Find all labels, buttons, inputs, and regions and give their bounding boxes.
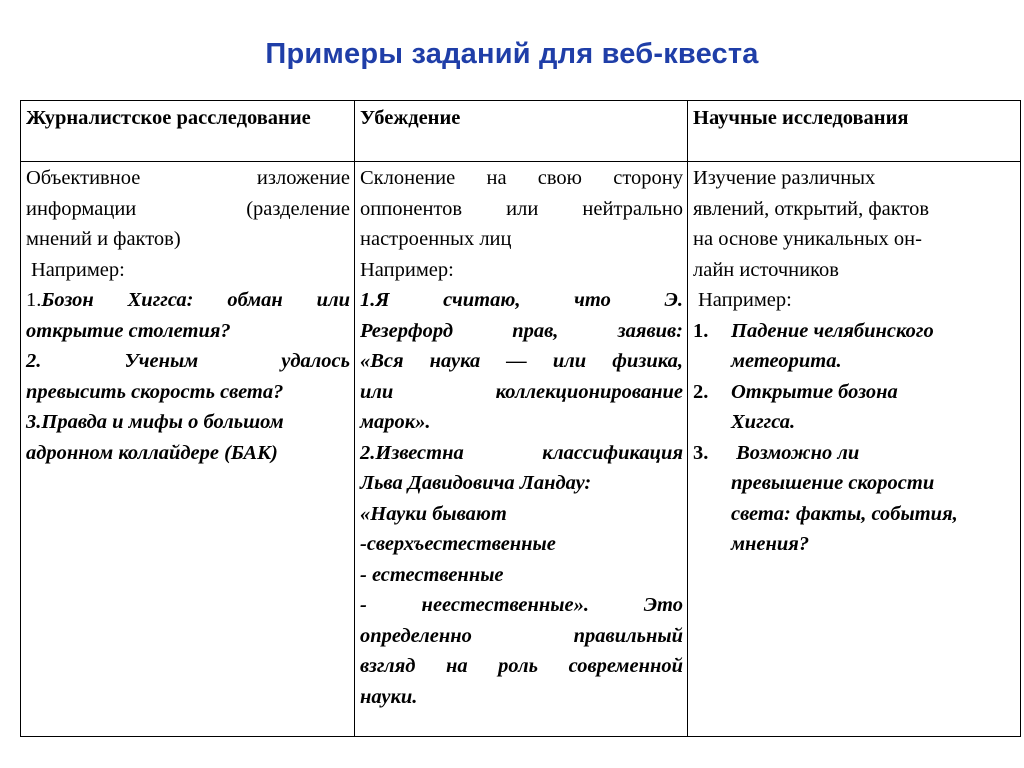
list-item-number: 3. [693, 441, 709, 464]
page-title: Примеры заданий для веб-квеста [265, 38, 759, 70]
table-header-row [21, 101, 1021, 162]
col2-quote2-line9: науки. [360, 685, 418, 708]
col2-quote2-line1: 2.Известна классификация [360, 441, 683, 464]
list-item-line: Возможно ли [731, 441, 860, 464]
list-item [693, 316, 1016, 377]
col2-quote1-line4: или коллекционирование [360, 380, 683, 403]
col2-example-label: Например: [360, 258, 454, 281]
list-item-line: превышение скорости [731, 472, 935, 494]
list-item [693, 377, 1016, 438]
col2-quote1-line3: «Вся наука — или физика, [360, 350, 683, 372]
col3-intro-line3: на основе уникальных он- [693, 228, 922, 250]
list-item-line: Хиггса. [731, 411, 796, 433]
list-item-line: Падение челябинского [731, 319, 934, 342]
examples-table [20, 100, 1021, 737]
col1-intro-line1: Объективное изложение [26, 167, 350, 189]
col1-intro-line2: информации (разделение [26, 197, 350, 220]
col2-quote2-line5: - естественные [360, 563, 504, 586]
col3-intro-line2: явлений, открытий, фактов [693, 197, 930, 220]
col1-item2-line2: превысить скорость света? [26, 380, 284, 403]
header-persuasion: Убеждение [355, 101, 688, 162]
col3-intro-line4: лайн источников [693, 258, 839, 281]
header-research: Научные исследования [688, 101, 1021, 162]
list-item-line: Открытие бозона [731, 380, 898, 403]
col1-item3-line1: 3.Правда и мифы о большом [26, 411, 284, 433]
list-item-line: метеорита. [731, 350, 842, 372]
col2-intro-line1: Склонение на свою сторону [360, 167, 683, 189]
col3-example-list [693, 316, 1016, 560]
col1-intro-line3: мнений и фактов) [26, 228, 181, 250]
col2-intro-line3: настроенных лиц [360, 228, 512, 250]
col2-quote2-line8: взгляд на роль современной [360, 655, 683, 677]
col2-intro-line2: оппонентов или нейтрально [360, 197, 683, 220]
header-journalism: Журналистское расследование [21, 101, 355, 162]
col2-quote1-line2: Резерфорд прав, заявив: [360, 319, 683, 342]
col2-quote2-line2: Льва Давидовича Ландау: [360, 472, 592, 494]
col2-quote2-line3: «Науки бывают [360, 502, 507, 525]
cell-journalism [21, 162, 355, 737]
list-item-number: 1. [693, 319, 709, 342]
list-item-line: мнения? [731, 533, 810, 555]
table-row [21, 162, 1021, 737]
col1-item2-line1: 2. Ученым удалось [26, 350, 350, 372]
cell-persuasion [355, 162, 688, 737]
list-item-number: 2. [693, 380, 709, 403]
cell-research [688, 162, 1021, 737]
col2-quote2-line6: - неестественные». Это [360, 594, 683, 616]
list-item-line: света: факты, события, [731, 502, 958, 525]
col1-item1-line1: 1.Бозон Хиггса: обман или [26, 289, 350, 311]
list-item [693, 438, 1016, 560]
col2-quote1-line5: марок». [360, 411, 431, 433]
col3-example-label: Например: [698, 289, 792, 311]
col1-item3-line2: адронном коллайдере (БАК) [26, 441, 278, 464]
col2-quote2-line4: -сверхъестественные [360, 533, 556, 555]
col2-quote1-line1: 1.Я считаю, что Э. [360, 289, 683, 311]
col2-quote2-line7: определенно правильный [360, 624, 683, 647]
col3-intro-line1: Изучение различных [693, 167, 876, 189]
col1-example-label: Например: [31, 258, 125, 281]
col1-item1-line2: открытие столетия? [26, 319, 231, 342]
